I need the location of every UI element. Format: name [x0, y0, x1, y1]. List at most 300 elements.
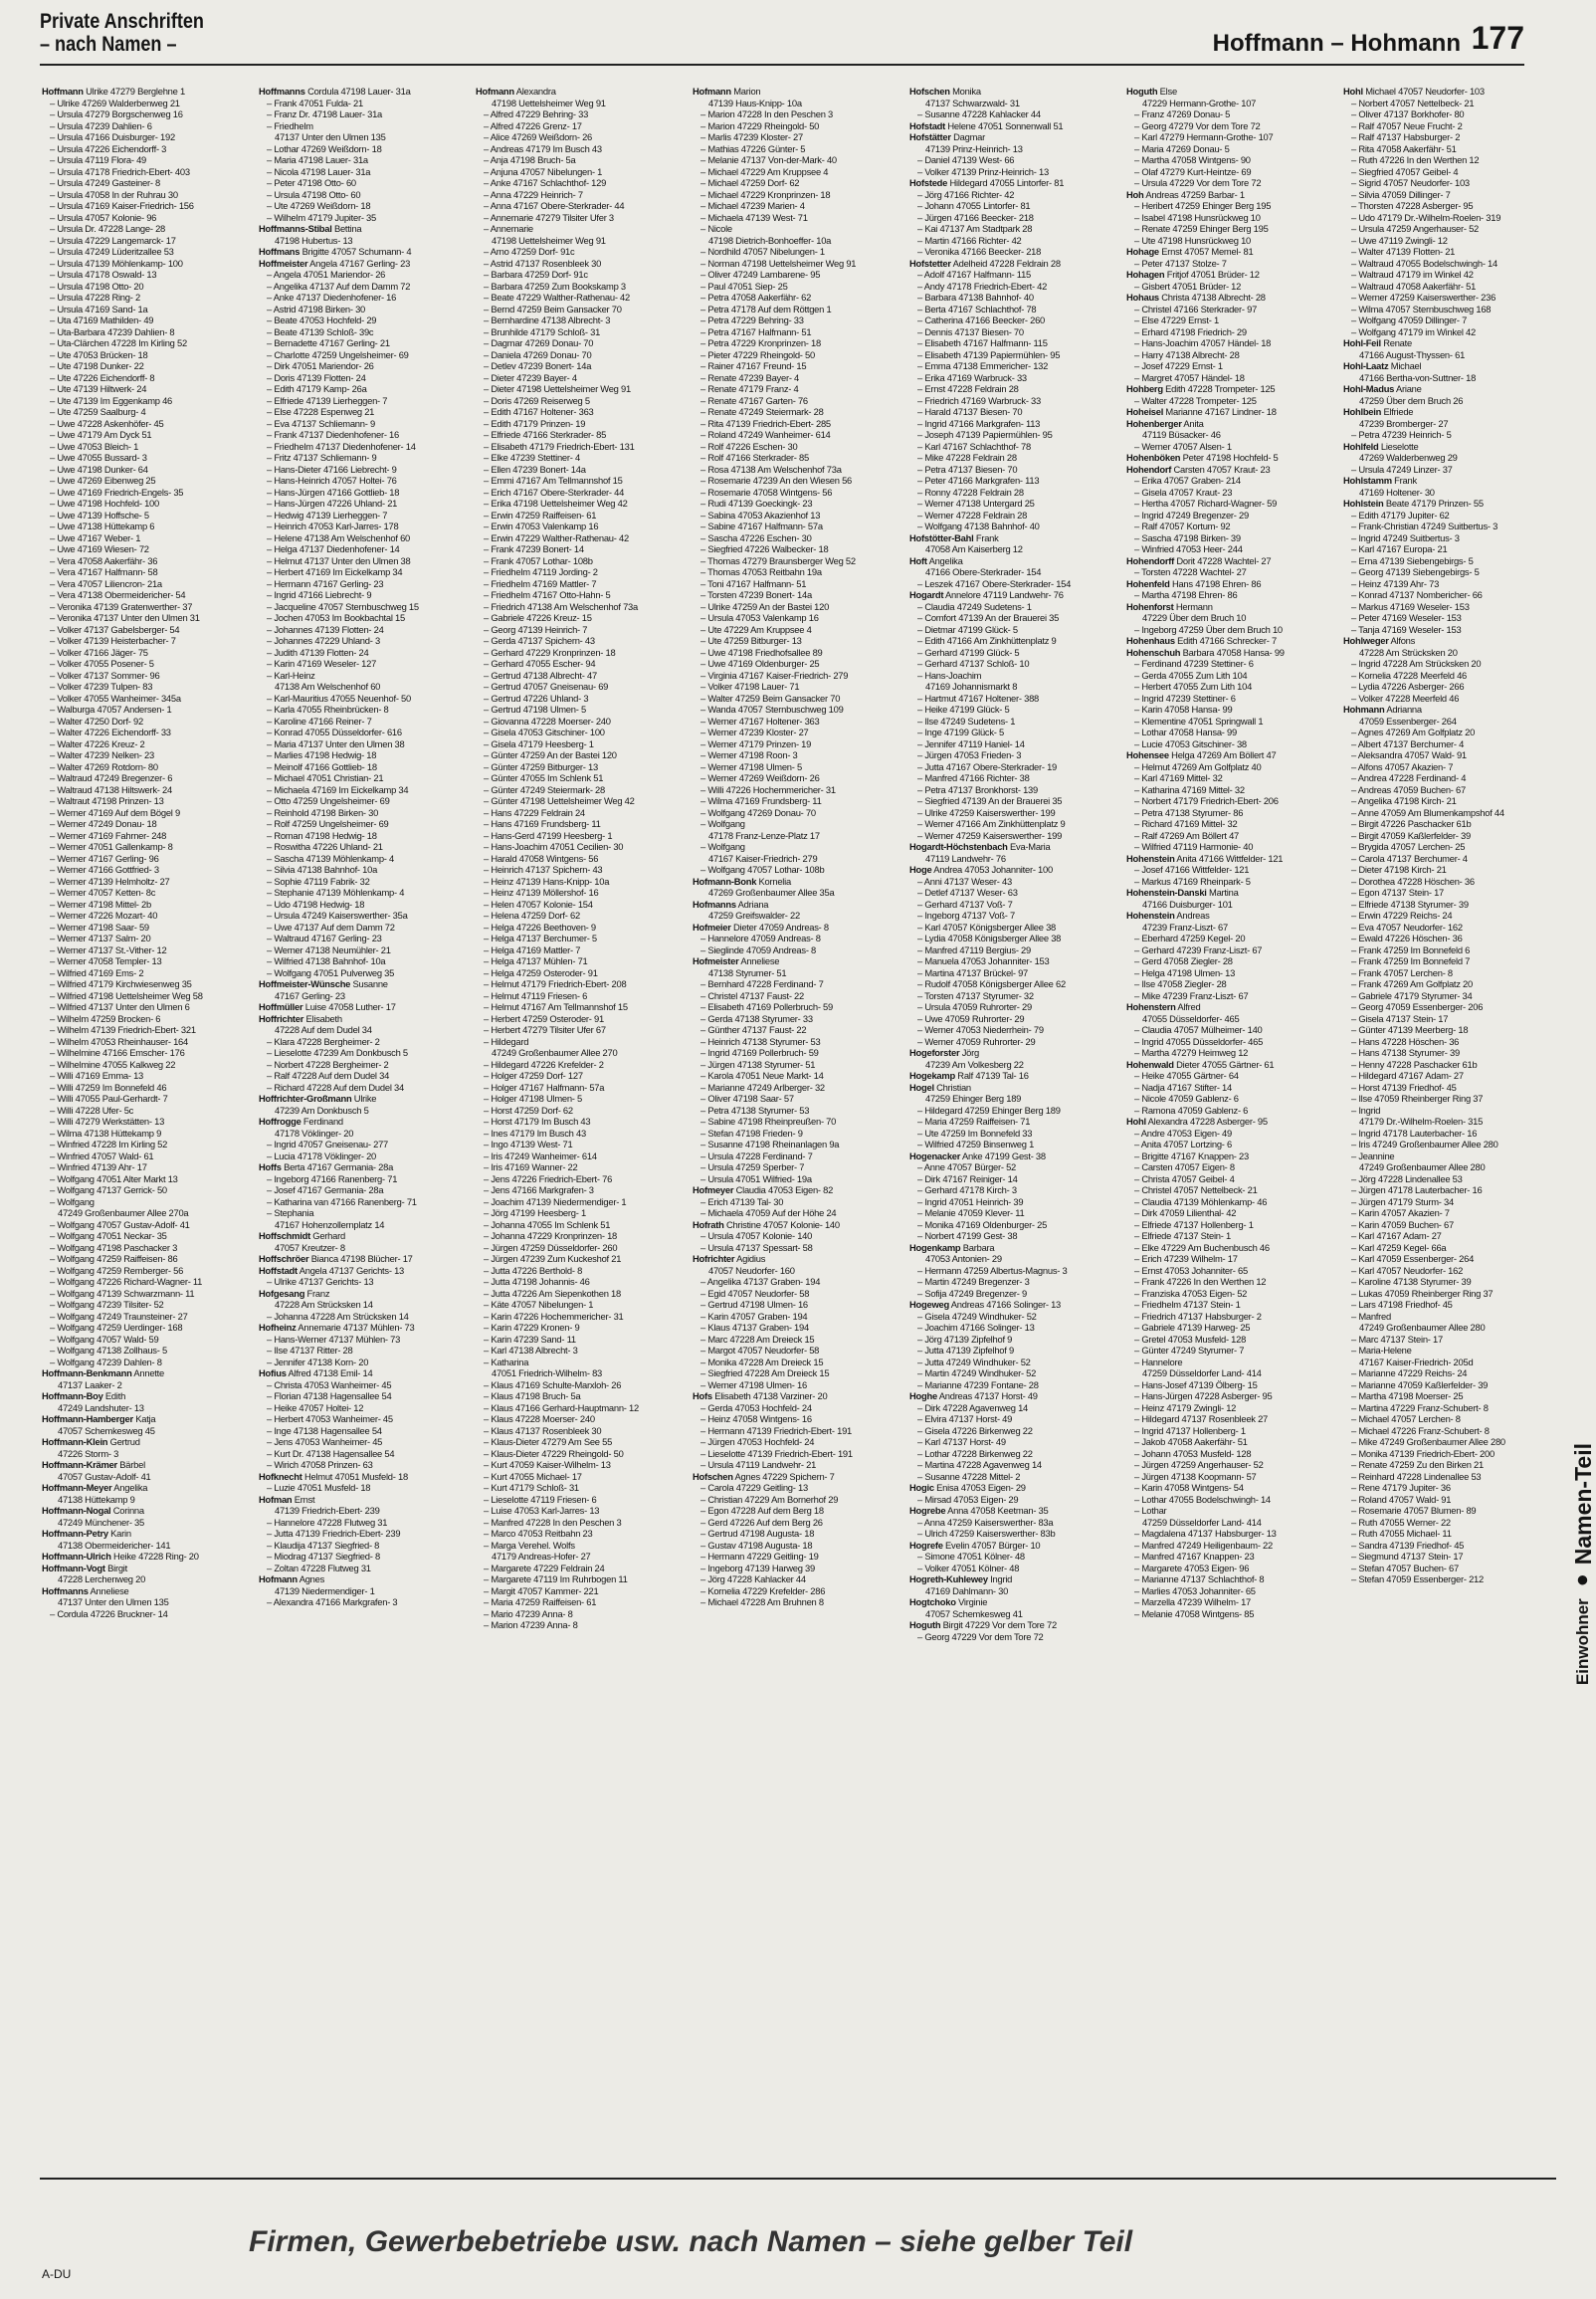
entry-text: Edith 47228 Trompeter- 125 [1162, 383, 1276, 394]
entry-text: – Alexandra 47166 Markgrafen- 3 [267, 1596, 398, 1607]
entry-text: – Jutta 47167 Obere-Sterkrader- 19 [917, 760, 1058, 772]
directory-entry [909, 1116, 1114, 1128]
directory-entry [909, 1494, 1114, 1506]
entry-text: – Monika 47228 Am Dreieck 15 [700, 1356, 824, 1367]
directory-entry [42, 864, 247, 876]
entry-text: – Wolfgang 47179 im Winkel 42 [1351, 325, 1476, 337]
entry-text: – Karl 47138 Albrecht- 3 [484, 1345, 578, 1356]
directory-entry [259, 693, 464, 705]
entry-text: – Erich 47139 Tal- 30 [700, 1195, 784, 1207]
entry-text: – Paul 47051 Siep- 25 [700, 280, 788, 292]
directory-entry [476, 612, 681, 624]
entry-text: – Martha 47058 Wintgens- 90 [1134, 154, 1251, 165]
entry-text: – Margit 47057 Kammer- 221 [484, 1584, 599, 1596]
entry-text: – Franz Dr. 47198 Lauer- 31a [267, 108, 382, 119]
entry-text: – Barbara 47259 Zum Bookskamp 3 [484, 280, 626, 292]
entry-text: – Erwin 47229 Walther-Rathenau- 42 [484, 531, 629, 543]
entry-text: – Hans 47229 Feldrain 24 [484, 806, 585, 818]
entry-address: 47178 Franz-Lenze-Platz 17 [708, 829, 820, 841]
entry-text: – Willi 47279 Werkstätten- 13 [50, 1116, 165, 1127]
entry-text: – Heinrich 47053 Karl-Jarres- 178 [267, 521, 399, 531]
directory-entry [909, 1425, 1114, 1437]
entry-surname: Hohensee [1126, 749, 1169, 760]
entry-text: – Simone 47051 Kölner- 48 [917, 1551, 1025, 1562]
directory-entry [259, 1413, 464, 1425]
directory-entry [693, 784, 898, 796]
directory-entry [42, 658, 247, 670]
directory-entry [476, 1311, 681, 1323]
entry-text: – Ulrich 47259 Kaiserswerther- 83b [917, 1528, 1056, 1539]
entry-text: – Wilfried 47259 Binsenweg 1 [917, 1139, 1035, 1150]
directory-entry [1343, 1047, 1548, 1059]
entry-text: – Gertrud 47198 Augusta- 18 [700, 1528, 815, 1539]
entry-text: – Jürgen 47053 Frieden- 3 [917, 749, 1022, 760]
directory-entry [42, 1563, 247, 1574]
directory-entry [476, 1196, 681, 1208]
directory-entry [693, 1573, 898, 1585]
directory-entry [693, 521, 898, 532]
entry-surname: Hohl-Feil [1343, 337, 1381, 348]
directory-entry [476, 304, 681, 315]
directory-entry [909, 1505, 1114, 1517]
directory-entry [1343, 1573, 1548, 1585]
directory-entry [476, 1471, 681, 1483]
entry-text: – Wolfgang 47057 Gustav-Adolf- 41 [50, 1218, 190, 1230]
entry-text: – Susanne 47228 Mittel- 2 [917, 1470, 1021, 1482]
entry-text: – Albert 47137 Berchumer- 4 [1351, 737, 1465, 749]
directory-entry [259, 166, 464, 178]
entry-text: – Heinz 47139 Ahr- 73 [1351, 577, 1440, 589]
directory-entry [259, 772, 464, 784]
entry-text: – Maria 47137 Unter den Ulmen 38 [267, 737, 405, 749]
directory-entry [259, 1596, 464, 1608]
directory-entry [42, 441, 247, 453]
directory-entry [1343, 578, 1548, 590]
directory-entry [909, 98, 1114, 109]
entry-text: – Siegfried 47228 Am Dreieck 15 [700, 1367, 830, 1378]
entry-text: – Norbert 47179 Friedrich-Ebert- 206 [1134, 795, 1279, 806]
directory-entry [42, 1001, 247, 1013]
entry-text: – Wolfgang 47138 Zollhaus- 5 [50, 1345, 167, 1356]
entry-text: – Mike 47228 Feldrain 28 [917, 452, 1017, 463]
entry-text: Dagmar [950, 131, 985, 142]
entry-text: – Uwe 47179 Am Dyck 51 [50, 429, 152, 440]
entry-text: – Comfort 47139 An der Brauerei 35 [917, 612, 1060, 623]
directory-entry [693, 314, 898, 326]
directory-entry [42, 108, 247, 120]
directory-entry [1126, 510, 1331, 522]
directory-entry [693, 1161, 898, 1173]
directory-entry [1343, 258, 1548, 270]
directory-entry [1126, 452, 1331, 464]
entry-text: – Elke 47239 Stettiner- 4 [484, 452, 580, 463]
directory-entry [693, 853, 898, 865]
entry-text: – Friedhelm 47137 Stein- 1 [1134, 1299, 1241, 1310]
directory-entry [1343, 1494, 1548, 1506]
directory-entry [259, 990, 464, 1002]
directory-entry [693, 795, 898, 807]
directory-entry [1343, 933, 1548, 944]
directory-entry [476, 1276, 681, 1288]
directory-entry [1343, 1551, 1548, 1563]
entry-text: – Vera 47167 Halfmann- 58 [50, 566, 158, 577]
directory-entry [1343, 108, 1548, 120]
directory-entry [693, 1436, 898, 1448]
directory-entry [259, 1573, 464, 1585]
entry-text: – Karl 47169 Mittel- 32 [1134, 772, 1223, 783]
directory-entry [1343, 693, 1548, 705]
directory-entry [909, 1070, 1114, 1082]
entry-text: – Wolfgang [700, 818, 745, 829]
directory-entry [259, 1184, 464, 1196]
directory-entry [476, 1413, 681, 1425]
directory-entry [693, 154, 898, 166]
entry-text: – Wolfgang [700, 841, 745, 852]
directory-entry [693, 1448, 898, 1460]
entry-text: – Martin 47249 Bregenzer- 3 [917, 1276, 1030, 1287]
entry-text: Else [1157, 86, 1177, 97]
directory-entry [259, 1001, 464, 1013]
entry-text: – Mirsad 47053 Eigen- 29 [917, 1493, 1019, 1505]
directory-entry [909, 108, 1114, 120]
directory-entry [1343, 452, 1548, 464]
entry-text: – Karl-Heinz [267, 669, 315, 681]
entry-text: – Ingrid 47166 Markgrafen- 113 [917, 417, 1041, 429]
directory-entry [42, 429, 247, 441]
entry-text: – Lothar 47269 Weißdorn- 18 [267, 142, 382, 154]
entry-text: – Harald 47058 Wintgens- 56 [484, 852, 599, 864]
directory-entry [259, 1276, 464, 1288]
directory-entry [1126, 108, 1331, 120]
directory-entry [909, 1299, 1114, 1311]
section-side-tab [1572, 1443, 1594, 1685]
entry-text: – Günter 47249 Styrumer- 7 [1134, 1345, 1245, 1356]
entry-text: – Werner 47138 Neumühler- 21 [267, 943, 391, 955]
directory-entry [909, 830, 1114, 842]
directory-entry [1126, 704, 1331, 716]
directory-entry [476, 360, 681, 372]
directory-entry [909, 1436, 1114, 1448]
directory-entry [259, 1436, 464, 1448]
entry-text: – Martin 47249 Windhuker- 52 [917, 1367, 1037, 1378]
entry-surname: Hoffmann-Meyer [42, 1482, 112, 1493]
directory-entry [1126, 304, 1331, 315]
directory-entry [1343, 1436, 1548, 1448]
directory-entry [1126, 212, 1331, 224]
entry-text: – Stephanie 47139 Möhlenkamp- 4 [267, 887, 405, 898]
entry-text: – Manfred 47228 In den Peschen 3 [484, 1516, 622, 1528]
directory-entry [259, 853, 464, 865]
directory-entry [259, 1551, 464, 1563]
entry-surname: Hohenschuh [1126, 646, 1181, 658]
directory-entry [1343, 1105, 1548, 1117]
directory-entry [909, 304, 1114, 315]
directory-entry [476, 887, 681, 899]
entry-text: – Helmut 47179 Friedrich-Ebert- 208 [484, 978, 627, 989]
entry-text: – Walter 47269 Rotdorn- 80 [50, 760, 158, 772]
directory-entry [259, 1070, 464, 1082]
directory-entry [42, 349, 247, 361]
entry-text: – Jacqueline 47057 Sternbuschweg 15 [267, 600, 419, 612]
directory-entry [259, 223, 464, 235]
directory-entry [1126, 681, 1331, 693]
entry-text: – Ute 47198 Hunsrückweg 10 [1134, 234, 1252, 246]
footer-divider [40, 2178, 1556, 2180]
entry-text: – Ursula 47259 Angerhauser- 52 [1351, 223, 1480, 234]
directory-entry [693, 246, 898, 258]
entry-address: 47198 Uettelsheimer Weg 91 [492, 234, 606, 246]
entry-text: – Reinhold 47198 Birken- 30 [267, 806, 379, 818]
entry-text: – Jens 47053 Wanheimer- 45 [267, 1436, 383, 1447]
entry-text: – Karin 47058 Wintgens- 54 [1134, 1482, 1244, 1493]
directory-entry [909, 795, 1114, 807]
entry-text: – Lieselotte 47239 Am Donkbusch 5 [267, 1047, 408, 1058]
entry-text: – Frank 47259 Im Bonnefeld 6 [1351, 943, 1471, 955]
entry-address: 47139 Friedrich-Ebert- 239 [275, 1505, 380, 1516]
entry-text: – Doris 47139 Flotten- 24 [267, 371, 366, 383]
directory-entry [1126, 1563, 1331, 1574]
entry-address: 47139 Prinz-Heinrich- 13 [925, 142, 1023, 154]
directory-column-7 [1343, 86, 1548, 2174]
entry-text: – Werner 47228 Feldrain 28 [917, 509, 1028, 521]
entry-text: – Ursula 47259 Sperber- 7 [700, 1161, 805, 1172]
directory-entry [693, 441, 898, 453]
entry-text: – Catherina 47166 Beecker- 260 [917, 314, 1046, 325]
directory-entry [693, 1357, 898, 1368]
directory-entry [1126, 1196, 1331, 1208]
directory-entry [1126, 177, 1331, 189]
directory-entry [42, 246, 247, 258]
entry-surname: Hohenforst [1126, 600, 1174, 612]
entry-text: Katja [132, 1413, 156, 1424]
entry-text: – Günter 47055 Im Schlenk 51 [484, 772, 604, 783]
entry-text: – Iris 47249 Wanheimer- 614 [484, 1150, 597, 1161]
directory-entry [42, 143, 247, 155]
entry-text: – Herbert 47055 Zum Lith 104 [1134, 681, 1253, 692]
directory-entry [1343, 704, 1548, 716]
entry-text: Annelore 47119 Landwehr- 76 [943, 589, 1064, 600]
directory-entry [476, 1207, 681, 1219]
directory-entry [476, 635, 681, 647]
directory-entry [1126, 200, 1331, 212]
entry-text: – Angelika 47137 Auf dem Damm 72 [267, 280, 411, 292]
directory-entry [259, 761, 464, 773]
entry-text: – Monika 47139 Friedrich-Ebert- 200 [1351, 1447, 1495, 1459]
entry-text: – Ingeborg 47137 Voß- 7 [917, 910, 1015, 921]
entry-surname: Hoffmann-Hamberger [42, 1413, 133, 1424]
directory-entry [42, 1540, 247, 1552]
entry-text: – Heribert 47259 Ehinger Berg 195 [1134, 200, 1272, 211]
entry-text: – Isabel 47198 Hunsrückweg 10 [1134, 211, 1261, 223]
directory-entry [693, 510, 898, 522]
entry-text: Martina [1206, 887, 1239, 898]
directory-entry [259, 681, 464, 693]
entry-surname: Hoffmans [259, 246, 300, 257]
directory-entry [693, 955, 898, 967]
directory-entry [259, 258, 464, 270]
directory-entry [1343, 1013, 1548, 1025]
entry-text: – Jutta 47249 Windhuker- 52 [917, 1356, 1031, 1367]
directory-entry [259, 1357, 464, 1368]
entry-text: – Waltraud 47249 Bregenzer- 6 [50, 772, 173, 783]
entry-text: – Nicole [700, 223, 732, 234]
entry-address: 47249 Großenbaumer Allee 270 [492, 1047, 618, 1058]
entry-text: – Rolf 47259 Ungelsheimer- 69 [267, 818, 389, 829]
directory-entry [693, 772, 898, 784]
directory-entry [909, 841, 1114, 853]
side-tab-line2: Namen-Teil [1570, 1443, 1596, 1566]
directory-column-2 [259, 86, 464, 2174]
entry-text: – Andreas 47059 Buchen- 67 [1351, 783, 1466, 795]
directory-entry [909, 1196, 1114, 1208]
entry-text: – Andreas 47179 Im Busch 43 [484, 142, 602, 154]
directory-entry [693, 704, 898, 716]
entry-text: – Hannelore 47228 Flutweg 31 [267, 1516, 388, 1528]
directory-entry [476, 1047, 681, 1059]
directory-entry [476, 510, 681, 522]
entry-text: – Peter 47137 Stolze- 7 [1134, 257, 1227, 269]
entry-surname: Hogic [909, 1482, 934, 1493]
directory-entry [693, 887, 898, 899]
entry-text: – Katharina 47169 Mittel- 32 [1134, 783, 1245, 795]
directory-entry [693, 372, 898, 384]
directory-entry [909, 647, 1114, 659]
entry-text: – Lothar 47228 Birkenweg 22 [917, 1447, 1033, 1459]
directory-entry [259, 212, 464, 224]
entry-text: – Werner 47198 Ulmen- 16 [700, 1378, 807, 1390]
entry-text: – Siegfried 47226 Walbecker- 18 [700, 543, 829, 554]
entry-surname: Hoffmanns [259, 86, 305, 97]
entry-surname: Hoh [1126, 188, 1144, 200]
entry-text: – Anna 47259 Kaiserswerther- 83a [917, 1516, 1054, 1528]
directory-entry [909, 1311, 1114, 1323]
directory-entry [1126, 1070, 1331, 1082]
directory-entry [476, 1184, 681, 1196]
directory-entry [1343, 555, 1548, 567]
directory-entry [693, 1105, 898, 1117]
entry-text: – Detlev 47239 Bonert- 14a [484, 360, 592, 371]
directory-entry [1126, 418, 1331, 430]
entry-text: – Ingrid 47051 Heinrich- 39 [917, 1195, 1024, 1207]
directory-entry [259, 1150, 464, 1162]
entry-text: – Klaus-Dieter 47229 Rheingold- 50 [484, 1447, 624, 1459]
directory-entry [1126, 876, 1331, 888]
entry-text: – Gisela 47053 Gitschiner- 100 [484, 727, 605, 737]
entry-address: 47249 Großenbaumer Allee 270a [58, 1207, 189, 1218]
directory-entry [909, 1573, 1114, 1585]
entry-text: – Anne 47059 Am Blumenkampshof 44 [1351, 806, 1504, 818]
entry-text: – Beate 47139 Schloß- 39c [267, 325, 374, 337]
entry-text: – Klara 47228 Bergheimer- 2 [267, 1035, 380, 1047]
entry-address: 47198 Dietrich-Bonhoeffer- 10a [708, 234, 832, 246]
directory-entry [259, 978, 464, 990]
directory-entry [476, 749, 681, 761]
directory-entry [909, 383, 1114, 395]
directory-entry [476, 223, 681, 235]
entry-text: – Karl-Mauritius 47055 Neuenhof- 50 [267, 692, 411, 704]
entry-text: – Michael 47057 Lerchen- 8 [1351, 1413, 1461, 1424]
entry-text: – Winfried 47053 Heer- 244 [1134, 543, 1243, 554]
directory-entry [1126, 1425, 1331, 1437]
entry-text: – Waltraud 47058 Aakerfähr- 51 [1351, 280, 1477, 292]
directory-entry [259, 1105, 464, 1117]
entry-text: – Udo 47198 Hedwig- 18 [267, 898, 365, 910]
entry-text: – Annemarie [484, 223, 533, 234]
entry-text: – Brunhilde 47179 Schloß- 31 [484, 325, 601, 337]
directory-entry [1126, 1265, 1331, 1277]
directory-entry [476, 464, 681, 476]
directory-entry [1126, 1139, 1331, 1150]
entry-text: – Joachim 47166 Solinger- 13 [917, 1322, 1035, 1333]
directory-entry [476, 1001, 681, 1013]
entry-surname: Hoft [909, 554, 927, 566]
entry-text: – Margarete 47119 Im Ruhrbogen 11 [484, 1573, 628, 1584]
entry-text: – Klementine 47051 Springwall 1 [1134, 715, 1264, 727]
entry-surname: Hoffmann [42, 86, 84, 97]
entry-text: – Günter 47259 Bitburger- 13 [484, 760, 598, 772]
directory-entry [693, 464, 898, 476]
directory-entry [476, 1230, 681, 1242]
directory-entry [693, 337, 898, 349]
entry-surname: Hoffmann-Petry [42, 1528, 108, 1539]
entry-text: – Beate 47229 Walther-Rathenau- 42 [484, 292, 630, 303]
directory-entry [42, 337, 247, 349]
entry-surname: Hoffmann-Ulrich [42, 1551, 111, 1562]
directory-entry [1343, 1150, 1548, 1162]
directory-entry [909, 899, 1114, 911]
entry-surname: Hohl [1343, 86, 1363, 97]
entry-text: – Walter 47228 Trompeter- 125 [1134, 394, 1257, 406]
directory-entry [909, 189, 1114, 201]
directory-entry [1126, 670, 1331, 682]
entry-surname: Hoguth [1126, 86, 1158, 97]
entry-surname: Hoffmann-Krämer [42, 1459, 117, 1470]
directory-entry [259, 933, 464, 944]
entry-text: – Karl 47279 Hermann-Grothe- 107 [1134, 131, 1274, 142]
entry-text: Andreas 47259 Barbar- 1 [1143, 188, 1245, 200]
entry-address: 47166 August-Thyssen- 61 [1359, 348, 1466, 360]
directory-entry [1343, 1219, 1548, 1231]
entry-text: – Brigitte 47167 Knappen- 23 [1134, 1150, 1249, 1161]
entry-surname: Hofrath [693, 1218, 724, 1230]
directory-entry [259, 498, 464, 510]
entry-surname: Hogenkamp [909, 1241, 961, 1253]
directory-entry [1126, 944, 1331, 956]
entry-text: – Marianne 47249 Arlberger- 32 [700, 1081, 825, 1093]
directory-entry [42, 1494, 247, 1506]
entry-text: – Thomas 47279 Braunsberger Weg 52 [700, 554, 856, 566]
directory-entry [693, 1196, 898, 1208]
directory-entry [1126, 1013, 1331, 1025]
directory-entry [1343, 349, 1548, 361]
directory-entry [1126, 326, 1331, 338]
directory-entry [909, 601, 1114, 613]
directory-entry [42, 1471, 247, 1483]
entry-surname: Hogreth-Kuhlewey [909, 1573, 988, 1584]
directory-entry [909, 772, 1114, 784]
entry-text: – Emmi 47167 Am Tellmannshof 15 [484, 475, 623, 486]
entry-surname: Hoffmann-Vogt [42, 1562, 105, 1573]
entry-text: – Lucie 47053 Gitschiner- 38 [1134, 737, 1247, 749]
entry-address: 47057 Gustav-Adolf- 41 [58, 1470, 151, 1482]
directory-entry [476, 647, 681, 659]
footer-code: A-DU [42, 2267, 72, 2281]
directory-entry [42, 258, 247, 270]
entry-text: – Wolfgang 47226 Richard-Wagner- 11 [50, 1276, 203, 1287]
entry-text: Helmut 47051 Musfeld- 18 [301, 1470, 408, 1482]
entry-text: – Georg 47279 Vor dem Tore 72 [1134, 119, 1261, 131]
directory-entry [1126, 693, 1331, 705]
